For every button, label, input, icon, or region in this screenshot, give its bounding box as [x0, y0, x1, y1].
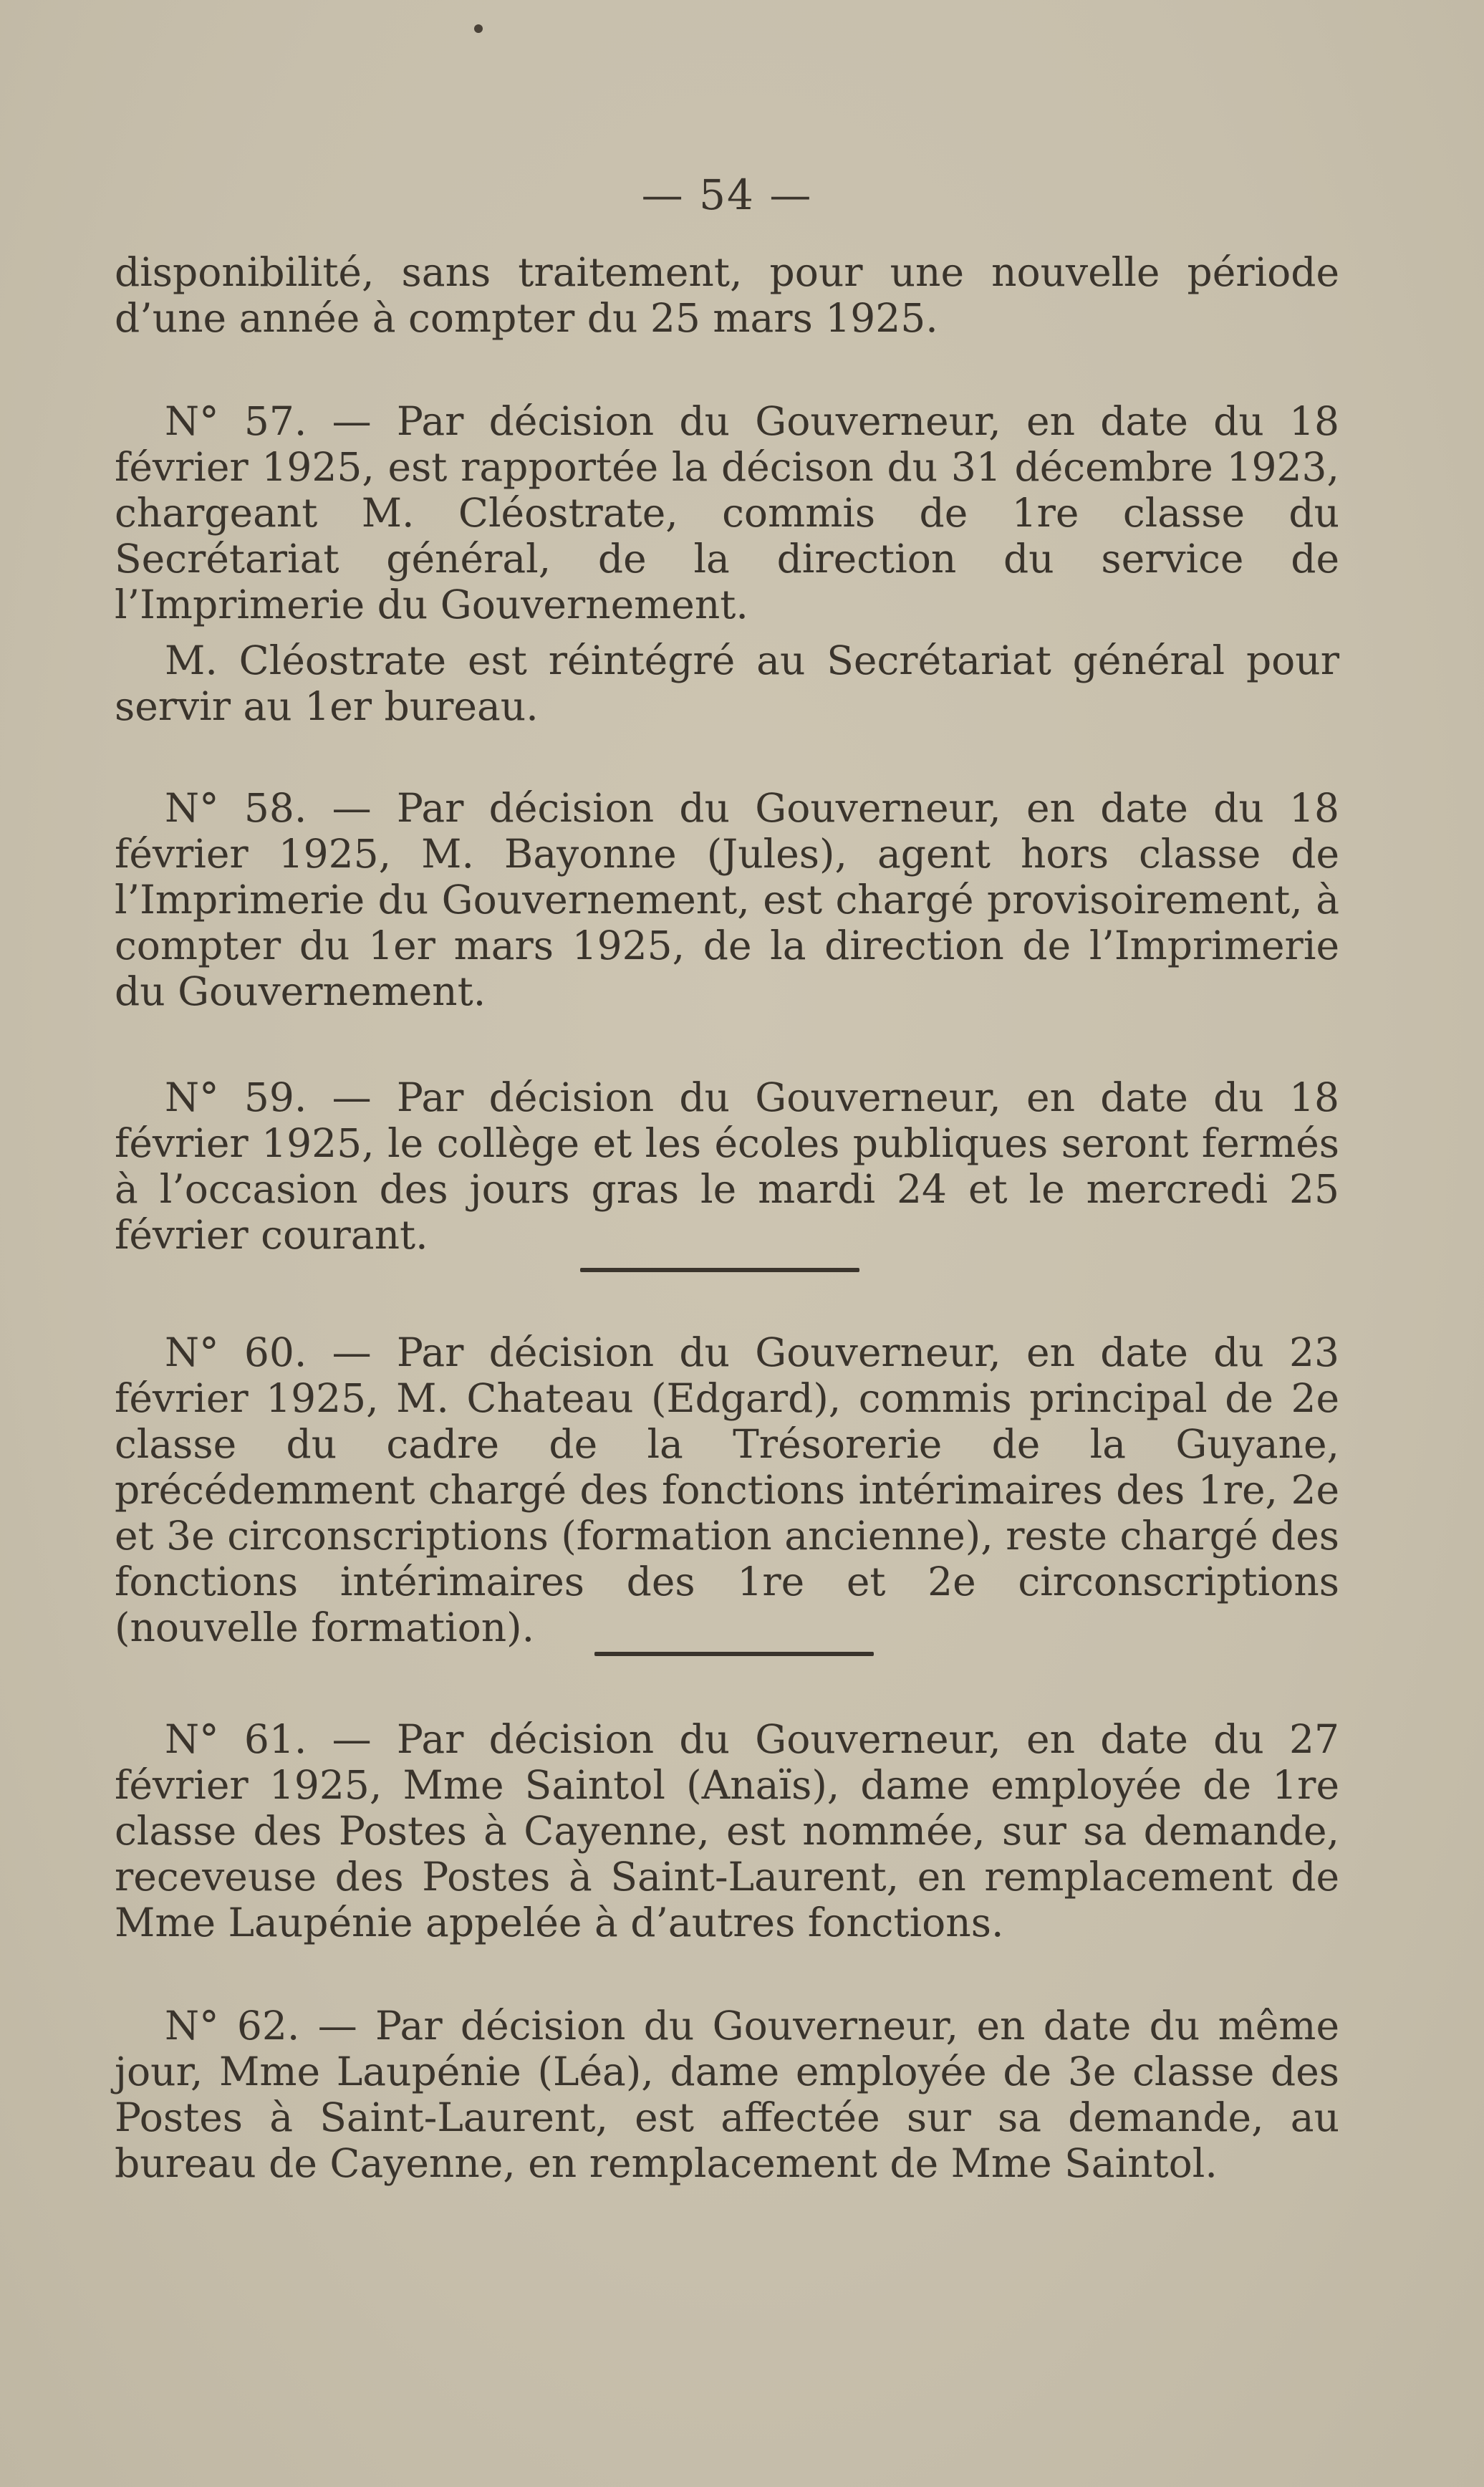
- ink-speck: [474, 24, 483, 33]
- paragraph-decision-57-continued: [115, 638, 1339, 729]
- separator-rule: [580, 1268, 859, 1272]
- decision-61-text: N° 61. — Par décision du Gouverneur, en date du 27 février 1925, Mme Saintol (Anaïs), dame employée de 1re classe des Postes à Cayenne, est nommée, sur sa demande, receveuse des Postes à Saint-Laurent, en remplacement de Mme Laupénie appelée à d’autres fonctions.: [115, 1716, 1339, 1945]
- document-page: [115, 0, 1339, 2487]
- paragraph-decision-60: [115, 1329, 1339, 1650]
- paragraph-decision-57: [115, 398, 1339, 627]
- decision-57-continued-text: M. Cléostrate est réintégré au Secrétariat général pour servir au 1er bureau.: [115, 638, 1339, 729]
- paragraph-decision-58: [115, 785, 1339, 1014]
- decision-60-text: N° 60. — Par décision du Gouverneur, en date du 23 février 1925, M. Chateau (Edgard), commis principal de 2e classe du cadre de la Trésorerie de la Guyane, précédemment chargé des fonctions intérimaires des 1re, 2e et 3e circonscriptions (formation ancienne), reste chargé des fonctions intérimaires des 1re et 2e circonscriptions (nouvelle formation).: [115, 1329, 1339, 1650]
- decision-59-text: N° 59. — Par décision du Gouverneur, en date du 18 février 1925, le collège et les écoles publiques seront fermés à l’occasion des jours gras le mardi 24 et le mercredi 25 février courant.: [115, 1074, 1339, 1258]
- decision-57-text: N° 57. — Par décision du Gouverneur, en date du 18 février 1925, est rapportée la décison du 31 décembre 1923, chargeant M. Cléostrate, commis de 1re classe du Secrétariat général, de la direction du service de l’Imprimerie du Gouvernement.: [115, 398, 1339, 627]
- paragraph-continuation: disponibilité, sans traitement, pour une nouvelle période d’une année à compter du 25 mars 1925.: [115, 249, 1339, 341]
- separator-rule: [594, 1652, 874, 1656]
- paragraph-decision-59: [115, 1074, 1339, 1258]
- paragraph-decision-62: [115, 2003, 1339, 2186]
- decision-58-text: N° 58. — Par décision du Gouverneur, en date du 18 février 1925, M. Bayonne (Jules), agent hors classe de l’Imprimerie du Gouvernement, est chargé provisoirement, à compter du 1er mars 1925, de la direction de l’Imprimerie du Gouvernement.: [115, 785, 1339, 1014]
- paragraph-decision-61: [115, 1716, 1339, 1945]
- decision-62-text: N° 62. — Par décision du Gouverneur, en date du même jour, Mme Laupénie (Léa), dame employée de 3e classe des Postes à Saint-Laurent, est affectée sur sa demande, au bureau de Cayenne, en remplacement de Mme Saintol.: [115, 2003, 1339, 2186]
- page-number: — 54 —: [641, 170, 813, 219]
